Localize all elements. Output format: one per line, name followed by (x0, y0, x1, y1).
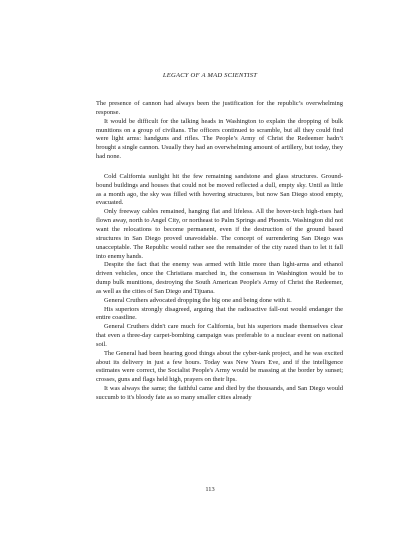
paragraph: It was always the same; the faithful came and died by the thousands, and San Diego would succumb to it's bloody fate as so many smaller cities already (96, 385, 343, 401)
paragraph: Cold California sunlight hit the few remaining sandstone and glass structures. Ground-bound buildings and houses that could not be moved reflected a dull, empty sky. Until as little as a month ago, the sky was filled with hovering structures, but now San Diego stood empty, evacuated. (96, 172, 343, 207)
paragraph: The General had been hearing good things about the cyber-tank project, and he was excited about its delivery in just a few hours. Today was New Years Eve, and if the intelligence estimates were correct, the Socialist People's Army would be massing at the border by sunset; crosses, guns and flags held high, prayers on their lips. (96, 349, 343, 384)
page-number: 113 (205, 486, 215, 493)
paragraph: General Cruthers advocated dropping the big one and being done with it. (104, 296, 292, 304)
section-break (96, 162, 343, 173)
paragraph: The presence of cannon had always been the justification for the republic’s overwhelming response. (96, 100, 343, 116)
running-head: LEGACY OF A MAD SCIENTIST (162, 72, 258, 79)
paragraph: Despite the fact that the enemy was armed with little more than light-arms and ethanol driven vehicles, once the Christians marched in, the consensus in Washington would be to dump bulk munitions, destroying the South American People's Army of Christ the Redeemer, as well as the cities of San Diego and Tijuana. (96, 261, 343, 295)
body-text (96, 100, 343, 403)
paragraph: Only freeway cables remained, hanging flat and lifeless. All the hover-tech high-rises had flown away, north to Angel City, or northeast to Palm Springs and Phoenix. Washington did not want the relocations to become permanent, even if the destruction of the ground based structures in San Diego proved unavoidable. The concept of surrendering San Diego was unacceptable. The Republic would rather see the remainder of the city razed than to let it fall into enemy hands. (96, 208, 343, 260)
paragraph: It would be difficult for the talking heads in Washington to explain the dropping of bulk munitions on a group of civilians. The officers continued to scramble, but all they could find were light arms: handguns and rifles. The People’s Army of Christ the Redeemer hadn’t brought a single cannon. Usually they had an overwhelming amount of artillery, but today, they had none. (96, 117, 343, 161)
paragraph: General Cruthers didn't care much for California, but his superiors made themselves clear that even a three-day carpet-bombing campaign was preferable to a nuclear event on national soil. (96, 323, 343, 348)
paragraph: His superiors strongly disagreed, arguing that the radioactive fall-out would endanger the entire coastline. (96, 305, 343, 322)
